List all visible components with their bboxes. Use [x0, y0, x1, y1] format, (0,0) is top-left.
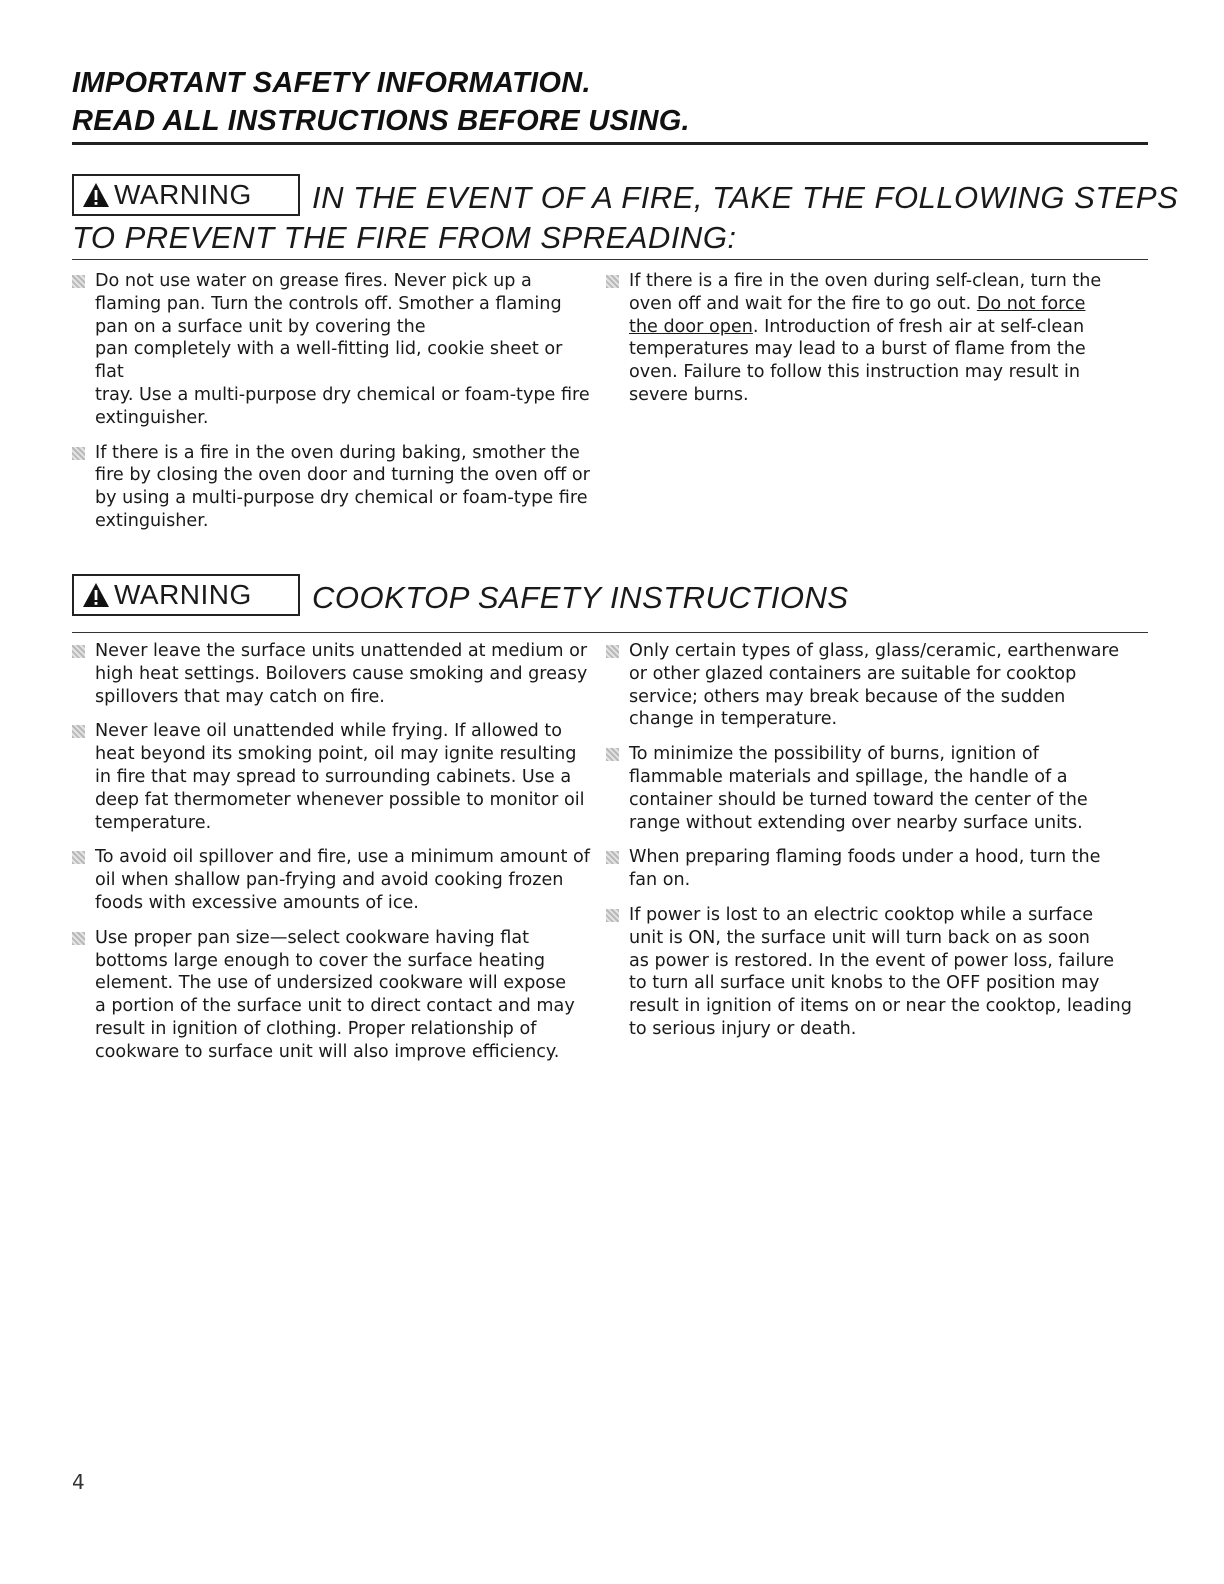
fire-step-text: If there is a fire in the oven during baking, smother the fire by closing the oven door and turning the oven off or by using a multi-purpose dry chemical or foam-type fire extinguisher.	[95, 442, 590, 531]
list-item	[72, 927, 597, 1064]
warning-badge-fire	[72, 174, 300, 216]
warning-badge-label: WARNING	[114, 579, 252, 610]
cooktop-section-title: COOKTOP SAFETY INSTRUCTIONS	[312, 580, 849, 615]
fire-section-divider	[72, 259, 1148, 260]
header-title-line1: IMPORTANT SAFETY INFORMATION.	[72, 67, 591, 99]
fire-step-text-start: If there is a fire in the oven during self-clean, turn the oven off and wait for the fire to go out.	[629, 271, 1102, 314]
list-item	[72, 442, 592, 533]
list-item	[72, 640, 597, 708]
list-item	[606, 846, 1146, 892]
list-item	[72, 270, 592, 430]
bullet-square-icon	[72, 932, 85, 945]
bullet-square-icon	[606, 645, 619, 658]
cooktop-instruction-text: Use proper pan size—select cookware having flat bottoms large enough to cover the surface heating element. The use of undersized cookware will expose a portion of the surface unit to direct contact and may result in ignition of clothing. Proper relationship of cookware to surface unit will also improve efficiency.	[95, 927, 575, 1062]
cooktop-instruction-text: When preparing flaming foods under a hood, turn the fan on.	[629, 847, 1101, 891]
bullet-square-icon	[606, 748, 619, 761]
fire-step-text: Do not use water on grease fires. Never pick up a flaming pan. Turn the controls off. Smother a flaming pan on a surface unit by covering the pan completely with a well-fitting lid, cookie sheet or flat tray. Use a multi-purpose dry chemical or foam-type fire extinguisher.	[95, 271, 590, 428]
cooktop-instruction-text: Never leave oil unattended while frying. If allowed to heat beyond its smoking point, oil may ignite resulting in fire that may spread to surrounding cabinets. Use a deep fat thermometer whenever possible to monitor oil temperature.	[95, 721, 585, 833]
do-not-force-door-emphasis: Do not force the door open	[629, 293, 1086, 337]
cooktop-instruction-text: Only certain types of glass, glass/ceramic, earthenware or other glazed containers are suitable for cooktop service; others may break because of the sudden change in temperature.	[629, 641, 1120, 730]
fire-section-title-line1: IN THE EVENT OF A FIRE, TAKE THE FOLLOWING STEPS	[312, 180, 1179, 215]
list-item	[606, 640, 1146, 731]
bullet-square-icon	[72, 851, 85, 864]
bullet-square-icon	[606, 909, 619, 922]
fire-step-text	[629, 270, 1126, 407]
bullet-square-icon	[72, 447, 85, 460]
list-item	[606, 743, 1146, 834]
bullet-square-icon	[72, 725, 85, 738]
cooktop-left-column	[72, 640, 597, 1076]
cooktop-right-column	[606, 640, 1146, 1053]
bullet-square-icon	[72, 645, 85, 658]
fire-steps-left-column	[72, 270, 592, 545]
bullet-square-icon	[606, 275, 619, 288]
fire-steps-right-column	[606, 270, 1126, 419]
list-item	[606, 270, 1126, 407]
list-item	[72, 720, 597, 834]
fire-section-title-line2: TO PREVENT THE FIRE FROM SPREADING:	[72, 220, 737, 255]
cooktop-instruction-text: To minimize the possibility of burns, ignition of flammable materials and spillage, the handle of a container should be turned toward the center of the range without extending over nearby surface units.	[629, 744, 1088, 833]
bullet-square-icon	[72, 275, 85, 288]
cooktop-instruction-text: Never leave the surface units unattended at medium or high heat settings. Boilovers cause smoking and greasy spillovers that may catch on fire.	[95, 641, 588, 707]
list-item	[606, 904, 1146, 1041]
warning-badge-label: WARNING	[114, 179, 252, 210]
cooktop-instruction-text: To avoid oil spillover and fire, use a minimum amount of oil when shallow pan-frying and avoid cooking frozen foods with excessive amounts of ice.	[95, 847, 590, 913]
warning-badge-cooktop	[72, 574, 300, 616]
list-item	[72, 846, 597, 914]
header-title-line2: READ ALL INSTRUCTIONS BEFORE USING.	[72, 105, 690, 137]
cooktop-section-divider	[72, 632, 1148, 633]
warning-triangle-icon	[82, 582, 110, 608]
cooktop-instruction-text: If power is lost to an electric cooktop while a surface unit is ON, the surface unit will turn back on as soon as power is restored. In the event of power loss, failure to turn all surface unit knobs to the OFF position may result in ignition of items on or near the cooktop, leading to serious injury or death.	[629, 904, 1132, 1039]
header-divider	[72, 142, 1148, 145]
fire-step-text-end: . Introduction of fresh air at self-clean temperatures may lead to a burst of flame from the oven. Failure to follow this instruction may result in severe burns.	[629, 316, 1086, 405]
page-header	[72, 64, 1152, 140]
warning-triangle-icon	[82, 182, 110, 208]
page-number: 4	[72, 1470, 85, 1494]
bullet-square-icon	[606, 851, 619, 864]
